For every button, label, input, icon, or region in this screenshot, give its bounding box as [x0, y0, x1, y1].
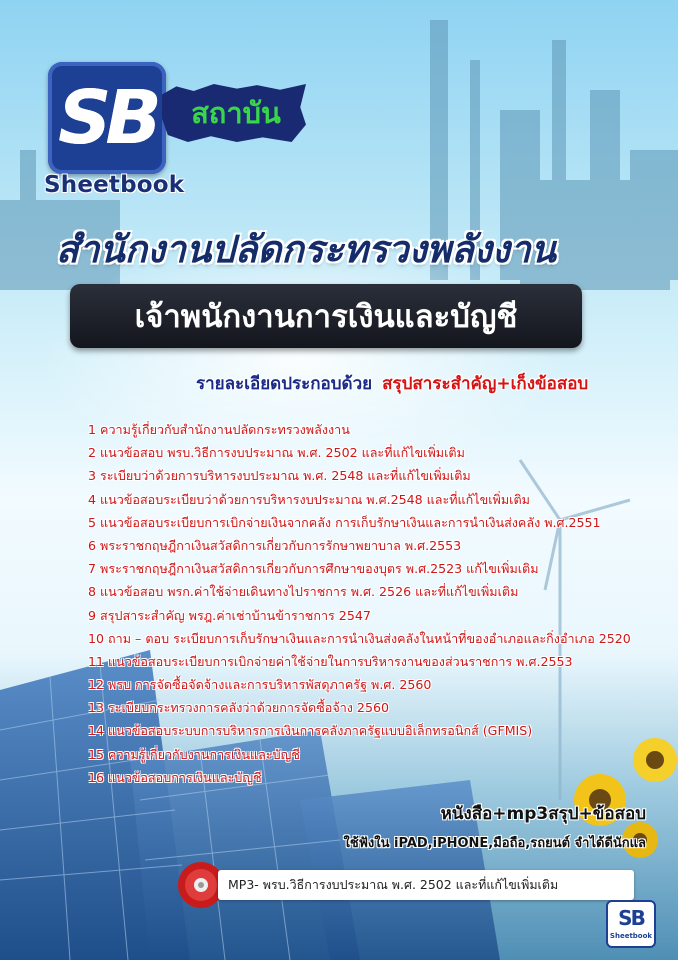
details-highlight: สรุปสาระสำคัญ+เก็งข้อสอบ — [382, 374, 589, 394]
details-prefix: รายละเอียดประกอบด้วย — [196, 374, 373, 394]
list-item: 14 แนวข้อสอบระบบการบริหารการเงินการคลังภาครัฐแบบอิเล็กทรอนิกส์ (GFMIS) — [88, 723, 533, 739]
institute-tag: สถาบัน — [191, 96, 281, 130]
list-item: 7 พระราชกฤษฎีกาเงินสวัสดิการเกี่ยวกับการศึกษาของบุตร พ.ศ.2523 แก้ไขเพิ่มเติม — [88, 561, 539, 577]
position-banner — [70, 284, 582, 348]
device-note: ใช้ฟังใน iPAD,iPHONE,มือถือ,รถยนต์ จำได้ดีนักแล — [343, 836, 646, 851]
mp3-banner — [218, 870, 634, 900]
position-title: เจ้าพนักงานการเงินและบัญชี — [134, 299, 518, 335]
mini-brand-logo-label: Sheetbook — [609, 932, 653, 940]
list-item: 6 พระราชกฤษฎีกาเงินสวัสดิการเกี่ยวกับการรักษาพยาบาล พ.ศ.2553 — [88, 537, 462, 553]
list-item: 4 แนวข้อสอบระเบียบว่าด้วยการบริหารงบประมาณ พ.ศ.2548 และที่แก้ไขเพิ่มเติม — [88, 491, 530, 507]
list-item: 15 ความรู้เกี่ยวกับงานการเงินและบัญชี — [88, 746, 300, 762]
details-line — [196, 370, 588, 397]
book-bundle-note: หนังสือ+mp3สรุป+ข้อสอบ — [440, 804, 646, 824]
list-item: 3 ระเบียบว่าด้วยการบริหารงบประมาณ พ.ศ. 2548 และที่แก้ไขเพิ่มเติม — [88, 468, 471, 484]
mini-brand-logo-letters: SB — [618, 906, 644, 930]
list-item: 16 แนวข้อสอบการเงินและบัญชี — [88, 769, 262, 785]
list-item: 11 แนวข้อสอบระเบียบการเบิกจ่ายค่าใช้จ่ายในการบริหารงานของส่วนราชการ พ.ศ.2553 — [88, 653, 573, 669]
mp3-title: MP3- พรบ.วิธีการงบประมาณ พ.ศ. 2502 และที่แก้ไขเพิ่มเติม — [228, 877, 559, 892]
brand-logo-letters: SB — [58, 75, 156, 161]
list-item: 12 พรบ การจัดซื้อจัดจ้างและการบริหารพัสดุภาครัฐ พ.ศ. 2560 — [88, 677, 432, 693]
list-item: 1 ความรู้เกี่ยวกับสำนักงานปลัดกระทรวงพลังงาน — [88, 422, 350, 437]
list-item: 5 แนวข้อสอบระเบียบการเบิกจ่ายเงินจากคลัง การเก็บรักษาเงินและการนำเงินส่งคลัง พ.ศ.2551 — [88, 514, 601, 530]
topic-list — [88, 418, 658, 789]
list-item: 10 ถาม – ตอบ ระเบียบการเก็บรักษาเงินและการนำเงินส่งคลังในหน้าที่ของอำเภอและกิ่งอำเภอ 2520 — [88, 630, 631, 646]
list-item: 8 แนวข้อสอบ พรก.ค่าใช้จ่ายเดินทางไปราชการ พ.ศ. 2526 และที่แก้ไขเพิ่มเติม — [88, 584, 519, 600]
brand-logo-label: Sheetbook — [44, 172, 185, 198]
list-item: 2 แนวข้อสอบ พรบ.วิธีการงบประมาณ พ.ศ. 2502 และที่แก้ไขเพิ่มเติม — [88, 445, 465, 461]
list-item: 9 สรุปสาระสำคัญ พรฎ.ค่าเช่าบ้านข้าราชการ 2547 — [88, 607, 371, 623]
page-title: สำนักงานปลัดกระทรวงพลังงาน — [56, 228, 556, 271]
list-item: 13 ระเบียบกระทรวงการคลังว่าด้วยการจัดซื้อจ้าง 2560 — [88, 700, 389, 716]
